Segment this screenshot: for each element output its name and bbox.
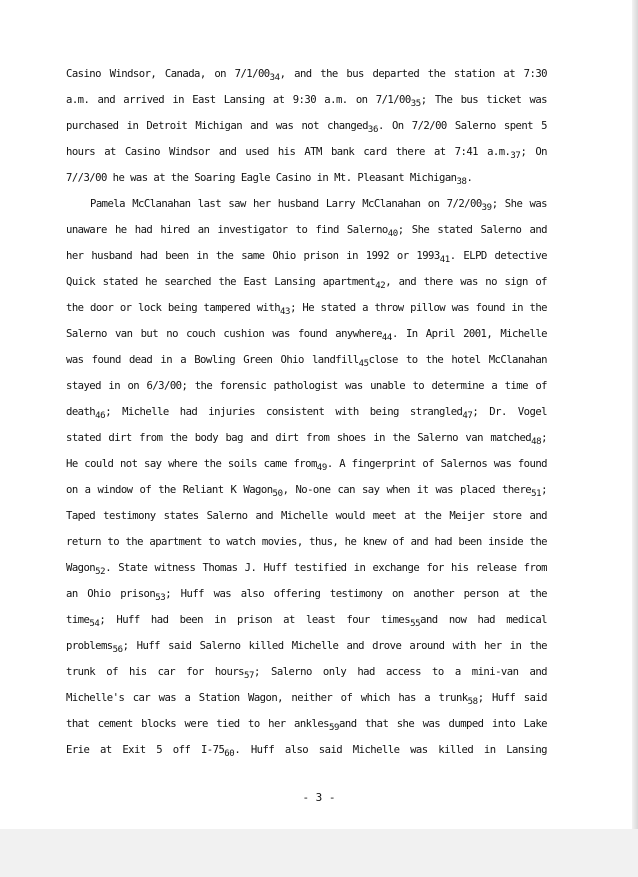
text-line: time$_{54}$; Huff had been in prison at least four times$_{55}$and now had medical	[66, 614, 548, 629]
scan-bottom-shade	[0, 829, 638, 877]
text-line: stated dirt from the body bag and dirt from shoes in the Salerno van matched$_{48}$;	[66, 432, 547, 447]
text-line: was found dead in a Bowling Green Ohio landfill$_{45}$close to the hotel McClanahan	[66, 354, 547, 369]
text-line: purchased in Detroit Michigan and was not changed$_{36}$. On 7/2/00 Salerno spent 5	[66, 120, 547, 135]
text-line: Taped testimony states Salerno and Michelle would meet at the Meijer store and	[66, 510, 547, 522]
text-line: Wagon$_{52}$. State witness Thomas J. Huff testified in exchange for his release from	[66, 562, 547, 577]
text-line: unaware he had hired an investigator to find Salerno$_{40}$; She stated Salerno and	[66, 224, 547, 239]
text-line: the door or lock being tampered with$_{43}$; He stated a throw pillow was found in the	[66, 302, 548, 317]
page-number: - 3 -	[302, 791, 336, 804]
text-line: Salerno van but no couch cushion was found anywhere$_{44}$. In April 2001, Michelle	[66, 328, 547, 343]
text-line: her husband had been in the same Ohio prison in 1992 or $1993_{41}$. ELPD detective	[66, 250, 548, 265]
text-line: Erie at Exit 5 off $I-75_{60}$. Huff also said Michelle was killed in Lansing	[66, 744, 548, 759]
text-line: problems$_{56}$; Huff said Salerno killed Michelle and drove around with her in the	[66, 640, 547, 655]
scan-edge	[632, 0, 638, 877]
text-line: 7//3/00 he was at the Soaring Eagle Casino in Mt. Pleasant Michigan$_{38}$.	[66, 172, 473, 187]
text-line: an Ohio prison$_{53}$; Huff was also offering testimony on another person at the	[66, 588, 548, 603]
text-line: return to the apartment to watch movies, thus, he knew of and had been inside the	[66, 536, 547, 548]
text-line: that cement blocks were tied to her ankles$_{59}$and that she was dumped into Lake	[66, 718, 547, 733]
text-line: hours at Casino Windsor and used his ATM bank card there at 7:41 $a.m._{37}$; On	[66, 146, 547, 161]
text-line: Casino Windsor, Canada, on $7/1/00_{34}$, and the bus departed the station at 7:30	[66, 68, 547, 83]
text-line: death$_{46}$; Michelle had injuries consistent with being strangled$_{47}$; Dr. Vogel	[66, 406, 547, 421]
text-line: a.m. and arrived in East Lansing at 9:30 a.m. on $7/1/00_{35}$; The bus ticket was	[66, 94, 547, 109]
text-line: trunk of his car for hours$_{57}$; Salerno only had access to a mini-van and	[66, 666, 547, 681]
text-line: He could not say where the soils came from$_{49}$. A fingerprint of Salernos was found	[66, 458, 547, 473]
text-line: Michelle's car was a Station Wagon, neither of which has a trunk$_{58}$; Huff said	[66, 692, 548, 707]
text-line: stayed in on 6/3/00; the forensic pathologist was unable to determine a time of	[66, 380, 547, 392]
text-line: Quick stated he searched the East Lansing apartment$_{42}$, and there was no sign of	[66, 276, 548, 291]
text-line: on a window of the Reliant K Wagon$_{50}$, No-one can say when it was placed there$_{51}$;	[66, 484, 547, 499]
text-line: Pamela McClanahan last saw her husband Larry McClanahan on $7/2/00_{39}$; She was	[90, 198, 548, 213]
